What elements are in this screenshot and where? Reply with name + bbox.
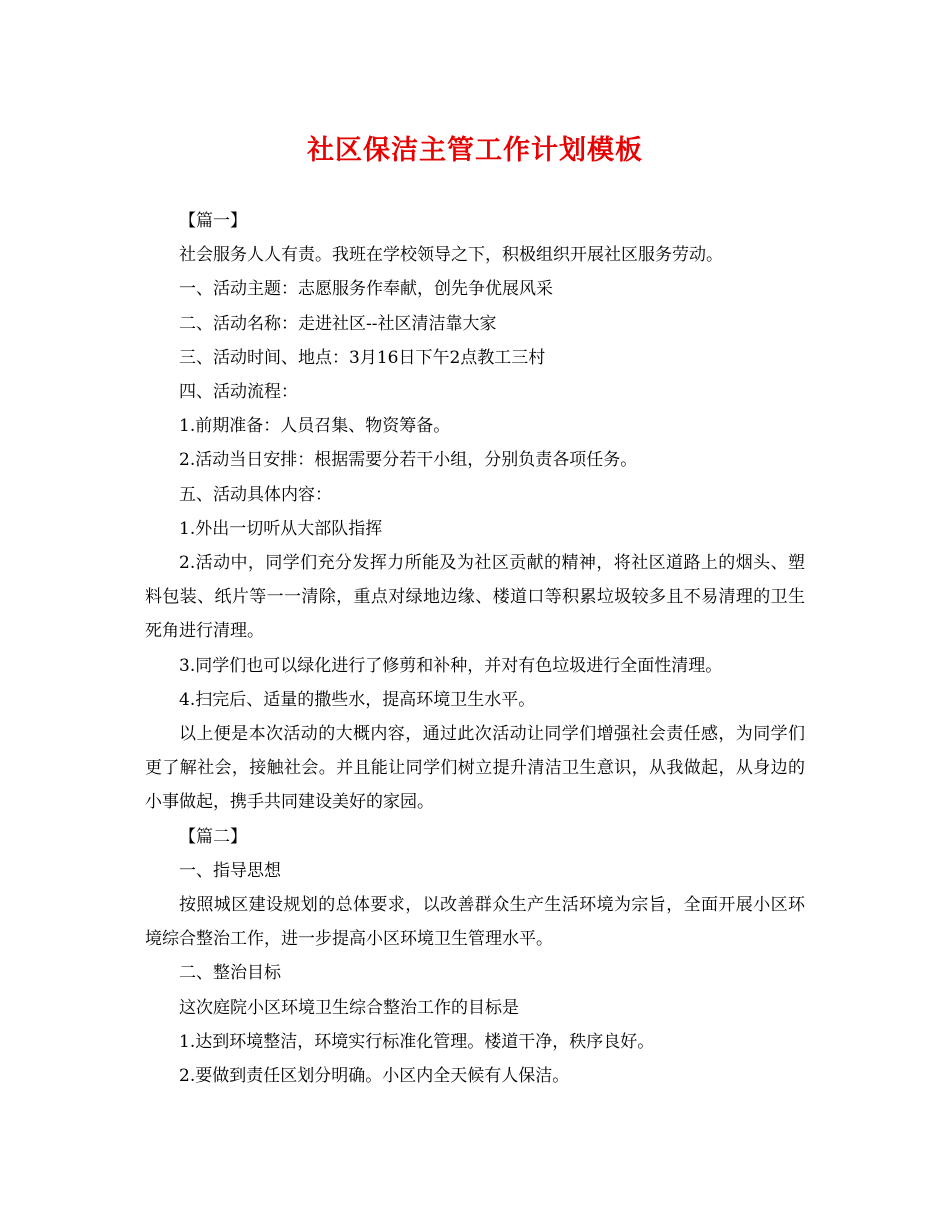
- paragraph: 以上便是本次活动的大概内容，通过此次活动让同学们增强社会责任感，为同学们更了解社会，接触社会。并且能让同学们树立提升清洁卫生意识，从我做起，从身边的小事做起，携手共同建设美好的家园。: [145, 724, 805, 813]
- paragraph: 这次庭院小区环境卫生综合整治工作的目标是: [179, 997, 519, 1018]
- paragraph: 4.扫完后、适量的撒些水，提高环境卫生水平。: [179, 689, 536, 710]
- paragraph: 二、整治目标: [179, 963, 281, 984]
- paragraph: 2.活动当日安排：根据需要分若干小组，分别负责各项任务。: [179, 450, 638, 471]
- paragraph: 2.要做到责任区划分明确。小区内全天候有人保洁。: [179, 1066, 570, 1087]
- paragraph: 1.外出一切听从大部队指挥: [179, 518, 383, 539]
- paragraph: 3.同学们也可以绿化进行了修剪和补种，并对有色垃圾进行全面性清理。: [179, 655, 723, 676]
- document-title: 社区保洁主管工作计划模板: [307, 135, 643, 166]
- paragraph: 1.前期准备：人员召集、物资筹备。: [179, 416, 451, 437]
- paragraph: 五、活动具体内容：: [179, 484, 332, 505]
- document-body: [145, 204, 805, 1093]
- paragraph: 1.达到环境整洁，环境实行标准化管理。楼道干净，秩序良好。: [179, 1031, 655, 1052]
- paragraph: 一、活动主题：志愿服务作奉献，创先争优展风采: [179, 279, 553, 300]
- paragraph: 2.活动中，同学们充分发挥力所能及为社区贡献的精神，将社区道路上的烟头、塑料包装、纸片等一一清除，重点对绿地边缘、楼道口等积累垃圾较多且不易清理的卫生死角进行清理。: [145, 553, 805, 642]
- paragraph: 一、指导思想: [179, 860, 281, 881]
- paragraph: 三、活动时间、地点：3月16日下午2点教工三村: [179, 347, 546, 368]
- paragraph: 按照城区建设规划的总体要求，以改善群众生产生活环境为宗旨，全面开展小区环境综合整治工作，进一步提高小区环境卫生管理水平。: [145, 895, 805, 950]
- section-heading-1: 【篇一】: [179, 211, 247, 231]
- paragraph: 社会服务人人有责。我班在学校领导之下，积极组织开展社区服务劳动。: [179, 245, 723, 266]
- section-heading-2: 【篇二】: [179, 826, 247, 847]
- paragraph: 二、活动名称：走进社区--社区清洁靠大家: [179, 313, 497, 334]
- paragraph: 四、活动流程：: [179, 382, 298, 403]
